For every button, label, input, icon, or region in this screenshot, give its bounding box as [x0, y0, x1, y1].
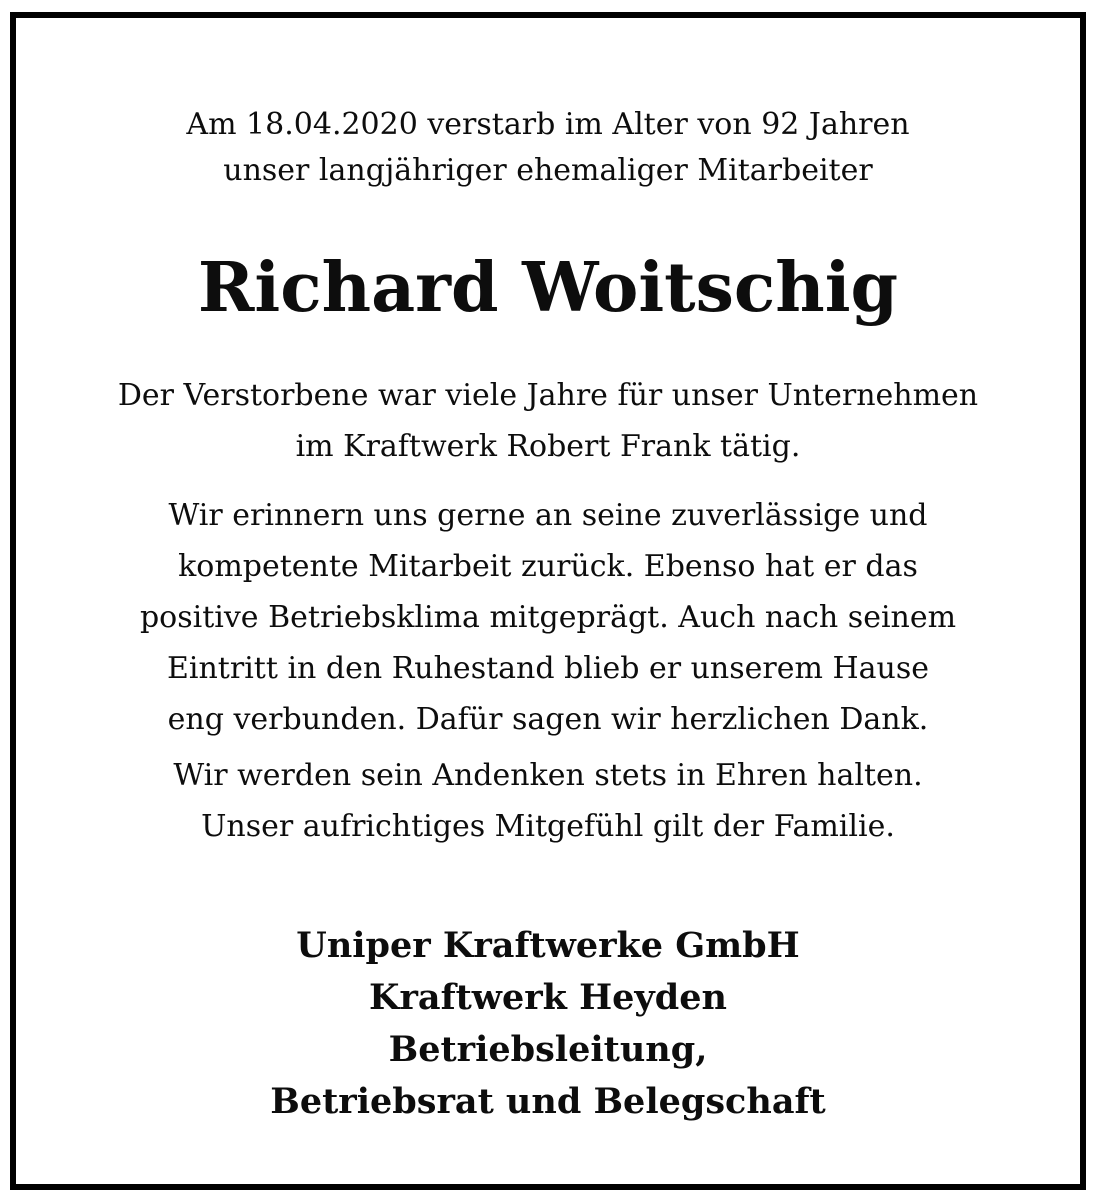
signature-line: Kraftwerk Heyden [369, 977, 727, 1018]
paragraph-line: im Kraftwerk Robert Frank tätig. [295, 429, 801, 464]
paragraph-line: Wir werden sein Andenken stets in Ehren halten. [173, 758, 923, 793]
paragraph-line: Unser aufrichtiges Mitgefühl gilt der Familie. [201, 809, 895, 844]
intro-line: Am 18.04.2020 verstarb im Alter von 92 Jahren [186, 107, 910, 142]
signature-line: Betriebsrat und Belegschaft [270, 1081, 826, 1122]
paragraph-line: Der Verstorbene war viele Jahre für unser Unternehmen [117, 378, 979, 413]
paragraph-line: kompetente Mitarbeit zurück. Ebenso hat er das [178, 549, 918, 584]
intro-line: unser langjähriger ehemaliger Mitarbeiter [223, 153, 873, 188]
signature-line: Uniper Kraftwerke GmbH [296, 925, 800, 966]
paragraph-line: Eintritt in den Ruhestand blieb er unserem Hause [166, 651, 929, 686]
paragraph-line: positive Betriebsklima mitgeprägt. Auch nach seinem [139, 600, 957, 635]
obituary-notice [10, 12, 1086, 1190]
paragraph-line: Wir erinnern uns gerne an seine zuverlässige und [168, 498, 928, 533]
deceased-name: Richard Woitschig [197, 248, 899, 328]
paragraph-condolence [16, 750, 1080, 852]
signature-line: Betriebsleitung, [388, 1029, 708, 1070]
intro-text [16, 102, 1080, 194]
paragraph-remembrance [16, 490, 1080, 745]
paragraph-employment [16, 370, 1080, 472]
paragraph-line: eng verbunden. Dafür sagen wir herzlichen Dank. [167, 702, 929, 737]
signature-block [16, 920, 1080, 1128]
